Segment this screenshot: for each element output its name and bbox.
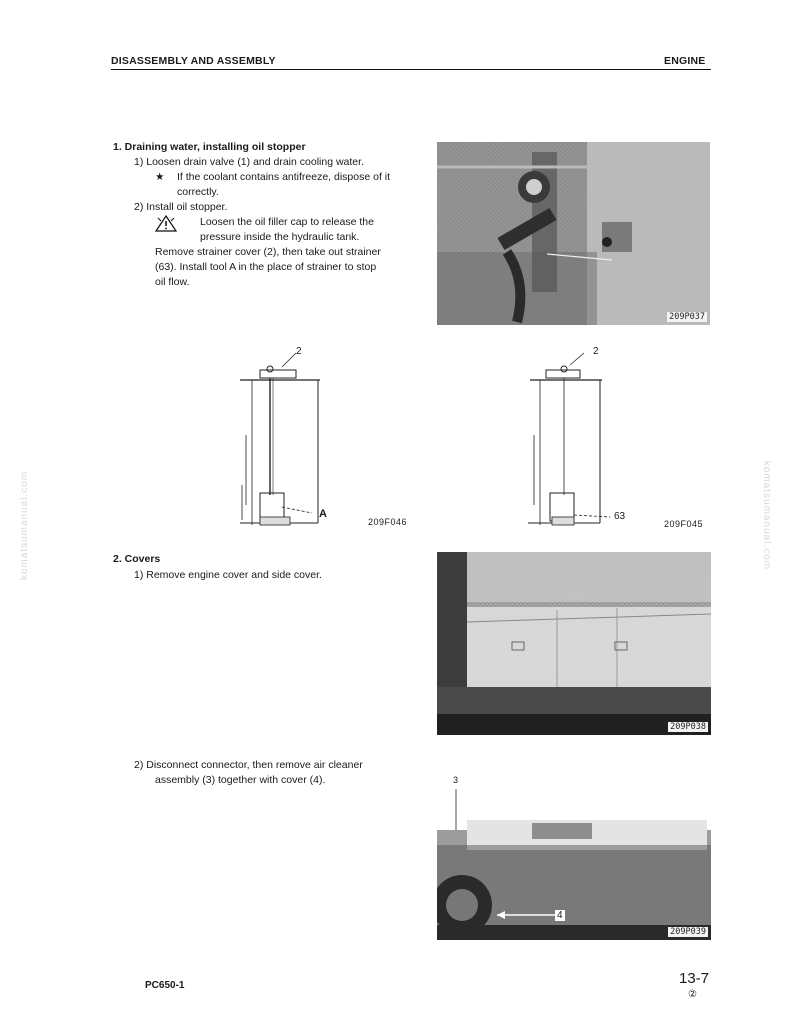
header-chapter-title: ENGINE bbox=[664, 55, 706, 67]
footer-revision-mark: ② bbox=[688, 989, 697, 1000]
section1-body-line1: Remove strainer cover (2), then take out strainer bbox=[155, 246, 381, 258]
section2-step1: 1) Remove engine cover and side cover. bbox=[134, 569, 322, 581]
section1-warning-line1: Loosen the oil filler cap to release the bbox=[200, 216, 374, 228]
section1-step2: 2) Install oil stopper. bbox=[134, 201, 228, 213]
photo2-figure-code: 209P038 bbox=[670, 722, 706, 732]
photo3-callout-4: 4 bbox=[557, 910, 563, 921]
section1-body-line2: (63). Install tool A in the place of strainer to stop bbox=[155, 261, 377, 273]
figure-tank-with-tool bbox=[230, 345, 340, 535]
star-note-icon: ★ bbox=[155, 171, 165, 183]
photo3-figure-code: 209P039 bbox=[670, 927, 706, 937]
section1-step1: 1) Loosen drain valve (1) and drain cooling water. bbox=[134, 156, 364, 168]
section2-step2-line1: 2) Disconnect connector, then remove air cleaner bbox=[134, 759, 363, 771]
photo-air-cleaner bbox=[437, 775, 711, 940]
photo-engine-covers bbox=[437, 552, 711, 735]
section2-step2-line2: assembly (3) together with cover (4). bbox=[155, 774, 326, 786]
warning-triangle-icon bbox=[155, 215, 177, 233]
figure-right-code: 209F045 bbox=[664, 519, 704, 529]
footer-model: PC650-1 bbox=[145, 980, 185, 991]
figure-left-callout-2: 2 bbox=[296, 346, 302, 357]
figure-left-code: 209F046 bbox=[368, 517, 408, 527]
section1-warning-line2: pressure inside the hydraulic tank. bbox=[200, 231, 360, 243]
section1-title: 1. Draining water, installing oil stopper bbox=[113, 141, 306, 153]
watermark-right: komatsumanual.com bbox=[761, 460, 773, 571]
photo-drain-valve bbox=[437, 142, 710, 325]
section1-note-line1: If the coolant contains antifreeze, dispose of it bbox=[177, 171, 391, 183]
figure-left-callout-A: A bbox=[319, 508, 327, 520]
footer-page-number: 13-7 bbox=[679, 970, 710, 987]
header-section-title: DISASSEMBLY AND ASSEMBLY bbox=[111, 55, 276, 67]
section1-note-line2: correctly. bbox=[177, 186, 219, 198]
photo1-figure-code: 209P037 bbox=[669, 312, 705, 322]
watermark-left: komatsumanual.com bbox=[19, 470, 31, 581]
figure-tank-with-strainer bbox=[520, 345, 630, 535]
figure-right-callout-2: 2 bbox=[593, 346, 599, 357]
section1-body-line3: oil flow. bbox=[155, 276, 190, 288]
photo3-callout-3: 3 bbox=[453, 775, 459, 785]
header-rule bbox=[111, 69, 711, 70]
section2-title: 2. Covers bbox=[113, 553, 161, 565]
figure-right-callout-63: 63 bbox=[614, 511, 626, 522]
